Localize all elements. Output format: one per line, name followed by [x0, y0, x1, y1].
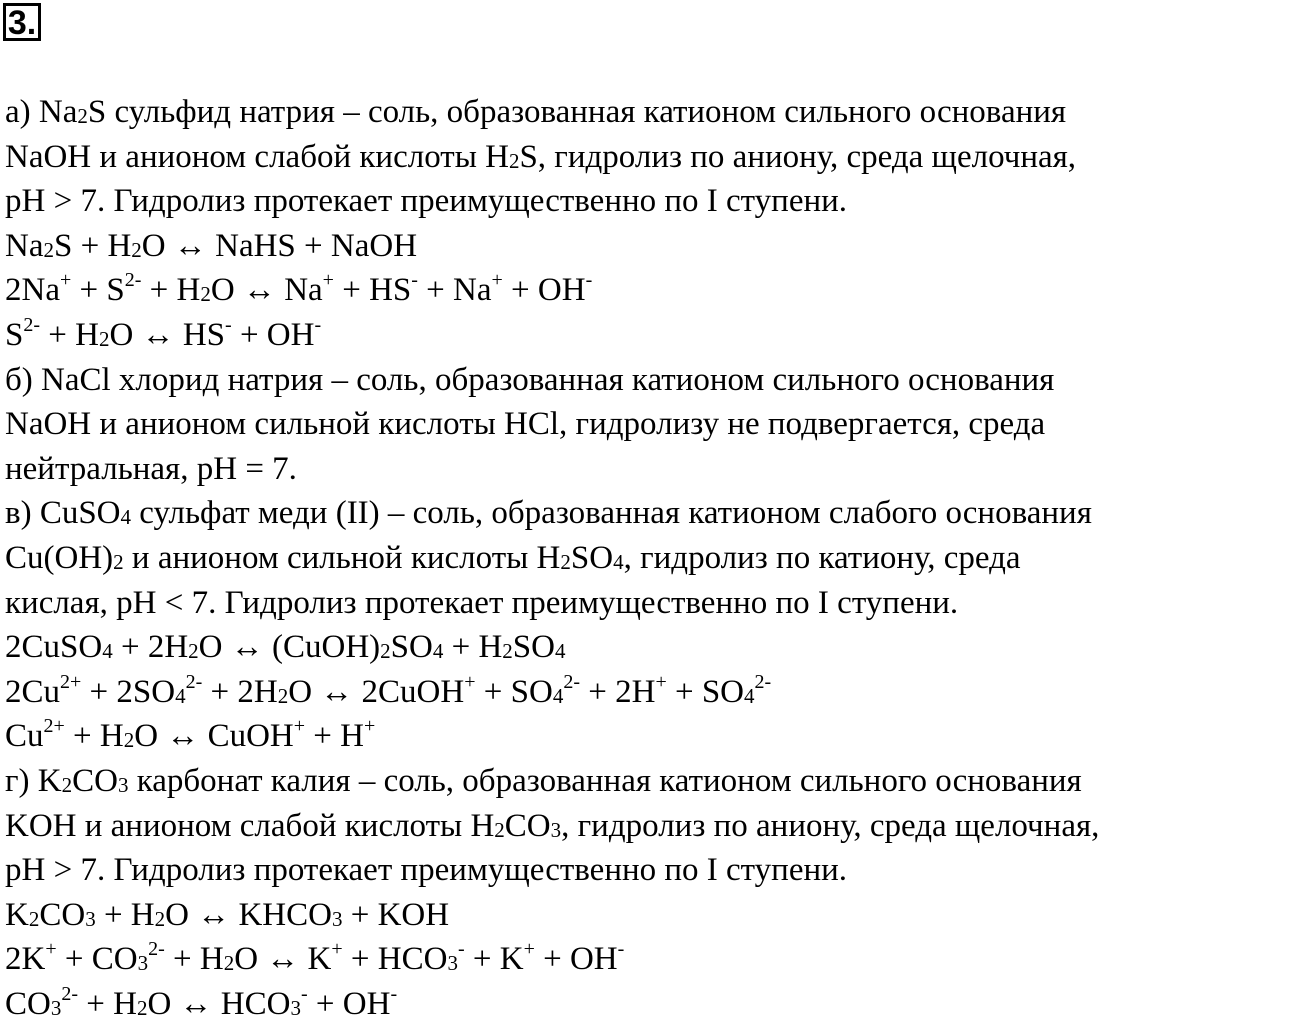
- superscript: +: [491, 269, 503, 292]
- subscript: 2: [200, 282, 211, 307]
- subscript: 2: [43, 237, 54, 262]
- text-segment: + 2H: [112, 629, 189, 666]
- text-segment: кислая, pH < 7. Гидролиз протекает преимущественно по I ступени.: [5, 584, 959, 621]
- text-segment: S + H: [53, 227, 132, 264]
- subscript: 2: [380, 639, 391, 664]
- text-line: [5, 268, 1302, 313]
- text-line: [5, 982, 1302, 1026]
- text-line: [5, 135, 1302, 180]
- text-segment: + 2H: [202, 673, 278, 710]
- superscript: +: [322, 269, 334, 292]
- text-segment: O ↔ HS: [109, 316, 226, 353]
- text-segment: Cu: [5, 718, 44, 755]
- subscript: 2: [123, 728, 135, 753]
- text-line: [5, 491, 1302, 536]
- text-segment: CO: [504, 807, 551, 844]
- subscript: 3: [447, 951, 458, 976]
- text-line: [5, 759, 1302, 804]
- subscript: 4: [613, 549, 624, 574]
- text-segment: 2CuSO: [5, 629, 103, 666]
- text-line: [5, 536, 1302, 581]
- superscript: -: [585, 269, 593, 292]
- text-segment: SO: [390, 629, 433, 666]
- superscript: -: [314, 313, 322, 336]
- subscript: 2: [113, 549, 124, 574]
- text-segment: + OH: [534, 941, 618, 978]
- text-segment: Cu(OH): [5, 539, 114, 576]
- superscript: 2-: [185, 670, 203, 693]
- text-segment: O ↔ CuOH: [134, 718, 294, 755]
- text-segment: pH > 7. Гидролиз протекает преимущественно по I ступени.: [5, 183, 848, 220]
- text-segment: O ↔ NaHS + NaOH: [141, 227, 418, 264]
- subscript: 2: [98, 326, 110, 351]
- superscript: 2-: [61, 982, 79, 1005]
- subscript: 2: [560, 549, 571, 574]
- superscript: 2-: [754, 670, 772, 693]
- text-segment: + 2SO: [81, 673, 176, 710]
- text-line: [5, 804, 1302, 849]
- text-line: [5, 625, 1302, 670]
- subscript: 2: [188, 639, 199, 664]
- subscript: 4: [554, 639, 566, 664]
- text-segment: KOH и анионом слабой кислоты H: [5, 807, 495, 844]
- text-segment: CO: [72, 762, 118, 799]
- text-segment: + K: [464, 941, 524, 978]
- text-segment: O ↔ (CuOH): [198, 629, 381, 666]
- text-segment: SO: [570, 539, 614, 576]
- superscript: -: [457, 938, 465, 961]
- text-line: [5, 313, 1302, 358]
- superscript: -: [390, 982, 398, 1005]
- text-line: [5, 179, 1302, 224]
- subscript: 4: [102, 639, 113, 664]
- superscript: +: [655, 670, 667, 693]
- superscript: -: [300, 982, 308, 1005]
- text-line: [5, 358, 1302, 403]
- subscript: 2: [154, 906, 166, 931]
- text-segment: O ↔ KHCO: [165, 896, 332, 933]
- text-segment: 2K: [5, 941, 46, 978]
- subscript: 2: [131, 237, 142, 262]
- superscript: +: [45, 938, 57, 961]
- subscript: 2: [77, 104, 88, 128]
- text-segment: + H: [141, 272, 201, 309]
- text-segment: K: [5, 896, 29, 933]
- text-segment: + H: [164, 941, 224, 978]
- text-segment: + KOH: [342, 896, 450, 933]
- subscript: 3: [137, 951, 149, 976]
- subscript: 2: [136, 995, 148, 1020]
- text-segment: NaOH и анионом сильной кислоты HCl, гидролизу не подвергается, среда: [5, 406, 1046, 443]
- text-segment: нейтральная, pH = 7.: [5, 450, 297, 487]
- text-line: [5, 937, 1302, 982]
- text-segment: , гидролиз по катиону, среда: [623, 539, 1021, 576]
- subscript: 3: [550, 817, 562, 842]
- text-segment: + H: [64, 718, 124, 755]
- text-segment: + CO: [56, 941, 138, 978]
- superscript: +: [59, 269, 72, 292]
- task-number-box: 3.: [3, 3, 41, 41]
- superscript: 2-: [23, 313, 41, 336]
- text-segment: г) K: [5, 762, 62, 799]
- superscript: +: [523, 938, 535, 961]
- subscript: 3: [290, 995, 301, 1020]
- subscript: 2: [502, 639, 513, 664]
- text-segment: а) Na: [5, 94, 78, 130]
- superscript: +: [364, 715, 376, 738]
- text-segment: + H: [40, 316, 99, 353]
- text-segment: + 2H: [579, 673, 656, 710]
- text-line: [5, 670, 1302, 715]
- text-segment: + OH: [231, 316, 315, 353]
- subscript: 3: [50, 995, 62, 1020]
- text-segment: O ↔ Na: [210, 272, 323, 309]
- text-segment: + Na: [417, 272, 492, 309]
- superscript: +: [464, 670, 476, 693]
- text-segment: CO: [39, 896, 86, 933]
- text-segment: + OH: [502, 272, 586, 309]
- text-segment: O ↔ K: [234, 941, 332, 978]
- superscript: 2-: [124, 269, 142, 292]
- text-line: [5, 90, 1302, 135]
- text-segment: S, гидролиз по аниону, среда щелочная,: [519, 138, 1077, 175]
- superscript: 2-: [148, 938, 165, 961]
- subscript: 4: [120, 505, 132, 530]
- text-segment: S: [5, 316, 24, 353]
- subscript: 3: [117, 772, 129, 797]
- text-segment: в) CuSO: [5, 495, 121, 532]
- text-line: [5, 581, 1302, 626]
- text-segment: NaOH и анионом слабой кислоты H: [5, 138, 509, 175]
- superscript: 2+: [60, 670, 82, 693]
- text-segment: + H: [305, 718, 364, 755]
- text-segment: сульфат меди (II) – соль, образованная катионом слабого основания: [131, 495, 1092, 532]
- superscript: +: [293, 715, 306, 738]
- text-segment: Na: [5, 227, 44, 264]
- text-segment: 2Cu: [5, 673, 61, 710]
- text-segment: + H: [78, 985, 137, 1022]
- text-segment: + SO: [475, 673, 553, 710]
- subscript: 2: [508, 148, 520, 173]
- text-segment: + HS: [333, 272, 412, 309]
- superscript: -: [411, 269, 418, 292]
- text-segment: pH > 7. Гидролиз протекает преимущественно по I ступени.: [5, 852, 848, 889]
- subscript: 3: [85, 906, 96, 931]
- text-segment: и анионом сильной кислоты H: [123, 539, 561, 576]
- superscript: -: [225, 313, 232, 336]
- subscript: 2: [223, 951, 235, 976]
- text-segment: + H: [95, 896, 155, 933]
- subscript: 2: [277, 683, 289, 708]
- subscript: 4: [432, 639, 444, 664]
- text-segment: + S: [71, 272, 125, 309]
- text-line: [5, 714, 1302, 759]
- text-segment: + OH: [307, 985, 391, 1022]
- superscript: +: [331, 938, 343, 961]
- subscript: 4: [744, 683, 755, 708]
- text-line: [5, 893, 1302, 938]
- text-segment: карбонат калия – соль, образованная катионом сильного основания: [128, 762, 1082, 799]
- solution-text: [5, 90, 1302, 1026]
- superscript: -: [617, 938, 625, 961]
- text-segment: O ↔ HCO: [147, 985, 291, 1022]
- subscript: 2: [28, 906, 40, 931]
- text-segment: + SO: [666, 673, 745, 710]
- text-segment: S сульфид натрия – соль, образованная катионом сильного основания: [87, 94, 1067, 130]
- text-segment: б) NaCl хлорид натрия – соль, образованная катионом сильного основания: [5, 361, 1055, 398]
- text-segment: , гидролиз по аниону, среда щелочная,: [561, 807, 1100, 844]
- text-segment: CO: [5, 985, 51, 1022]
- text-segment: + H: [443, 629, 503, 666]
- subscript: 4: [175, 683, 186, 708]
- text-line: [5, 224, 1302, 269]
- subscript: 2: [494, 817, 505, 842]
- text-line: [5, 848, 1302, 893]
- superscript: 2-: [563, 670, 580, 693]
- subscript: 2: [61, 772, 73, 797]
- text-segment: O ↔ 2CuOH: [288, 673, 465, 710]
- text-line: [5, 447, 1302, 492]
- text-line: [5, 402, 1302, 447]
- text-segment: + HCO: [342, 941, 448, 978]
- text-segment: SO: [512, 629, 555, 666]
- subscript: 3: [331, 906, 343, 931]
- superscript: 2+: [43, 715, 65, 738]
- text-segment: 2Na: [5, 272, 60, 309]
- subscript: 4: [552, 683, 564, 708]
